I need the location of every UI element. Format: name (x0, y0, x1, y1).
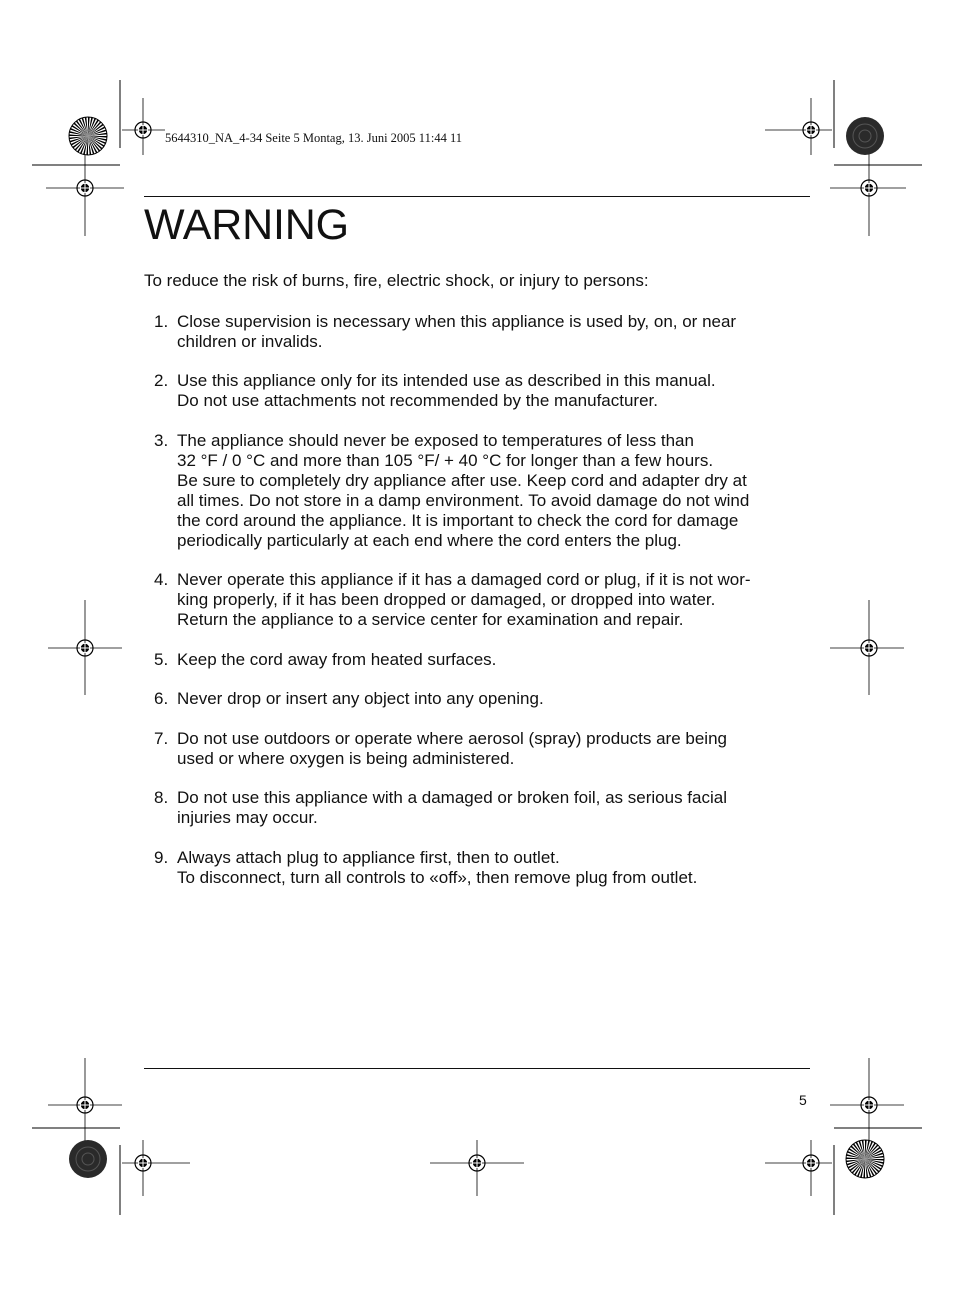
list-item-line: Return the appliance to a service center for examination and repair. (177, 610, 684, 629)
star-target-bottom-right (846, 1140, 884, 1178)
list-item-line: To disconnect, turn all controls to «off», then remove plug from outlet. (177, 867, 698, 887)
list-item-line: Keep the cord away from heated surfaces. (177, 649, 497, 669)
list-item-line: injuries may occur. (177, 808, 318, 827)
list-item-number: 4. (154, 570, 169, 589)
list-item-line: Be sure to completely dry appliance after use. Keep cord and adapter dry at (177, 470, 747, 490)
list-item-line: Do not use this appliance with a damaged or broken foil, as serious facial (177, 788, 727, 807)
warning-list (144, 312, 824, 908)
list-item-line: Always attach plug to appliance first, then to outlet. (177, 847, 560, 867)
list-item (144, 848, 824, 888)
list-item-line: used or where oxygen is being administered. (177, 748, 515, 768)
list-item-number: 6. (154, 689, 169, 708)
list-item (144, 650, 824, 670)
list-item-line: Never operate this appliance if it has a damaged cord or plug, if it is not wor- (177, 570, 751, 589)
list-item-number: 2. (154, 371, 169, 390)
list-item (144, 788, 824, 828)
list-item-line: children or invalids. (177, 331, 323, 351)
list-item-number: 1. (154, 311, 169, 331)
list-item-number: 7. (154, 728, 169, 748)
slug-line: 5644310_NA_4-34 Seite 5 Montag, 13. Juni 2005 11:44 11 (165, 131, 462, 145)
top-rule (144, 196, 810, 197)
bottom-rule (144, 1068, 810, 1069)
page-number: 5 (799, 1092, 807, 1108)
list-item-line: The appliance should never be exposed to temperatures of less than (177, 430, 694, 450)
list-item-line: all times. Do not store in a damp environment. To avoid damage do not wind (177, 490, 750, 510)
list-item-number: 3. (154, 430, 169, 450)
list-item (144, 570, 824, 630)
list-item-line: Do not use outdoors or operate where aerosol (spray) products are being (177, 728, 727, 748)
list-item-line: Use this appliance only for its intended use as described in this manual. (177, 371, 716, 390)
list-item-line: 32 °F / 0 °C and more than 105 °F/ + 40 °C for longer than a few hours. (177, 450, 714, 470)
list-item (144, 431, 824, 551)
page-title: WARNING (144, 201, 349, 249)
intro-text: To reduce the risk of burns, fire, electric shock, or injury to persons: (144, 271, 649, 290)
list-item-line: Do not use attachments not recommended by the manufacturer. (177, 391, 658, 410)
solid-target-bottom-left (69, 1140, 107, 1178)
list-item (144, 371, 824, 411)
list-item-line: the cord around the appliance. It is important to check the cord for damage (177, 510, 739, 530)
list-item-line: Never drop or insert any object into any opening. (177, 689, 544, 708)
solid-target-top-right (846, 117, 884, 155)
star-target-top-left (69, 117, 107, 155)
list-item-line: Close supervision is necessary when this appliance is used by, on, or near (177, 311, 737, 331)
list-item-number: 8. (154, 788, 169, 807)
list-item-line: king properly, if it has been dropped or damaged, or dropped into water. (177, 590, 716, 609)
list-item-line: periodically particularly at each end where the cord enters the plug. (177, 530, 682, 550)
list-item (144, 689, 824, 709)
list-item (144, 729, 824, 769)
list-item-number: 9. (154, 847, 169, 867)
list-item (144, 312, 824, 352)
list-item-number: 5. (154, 649, 169, 669)
